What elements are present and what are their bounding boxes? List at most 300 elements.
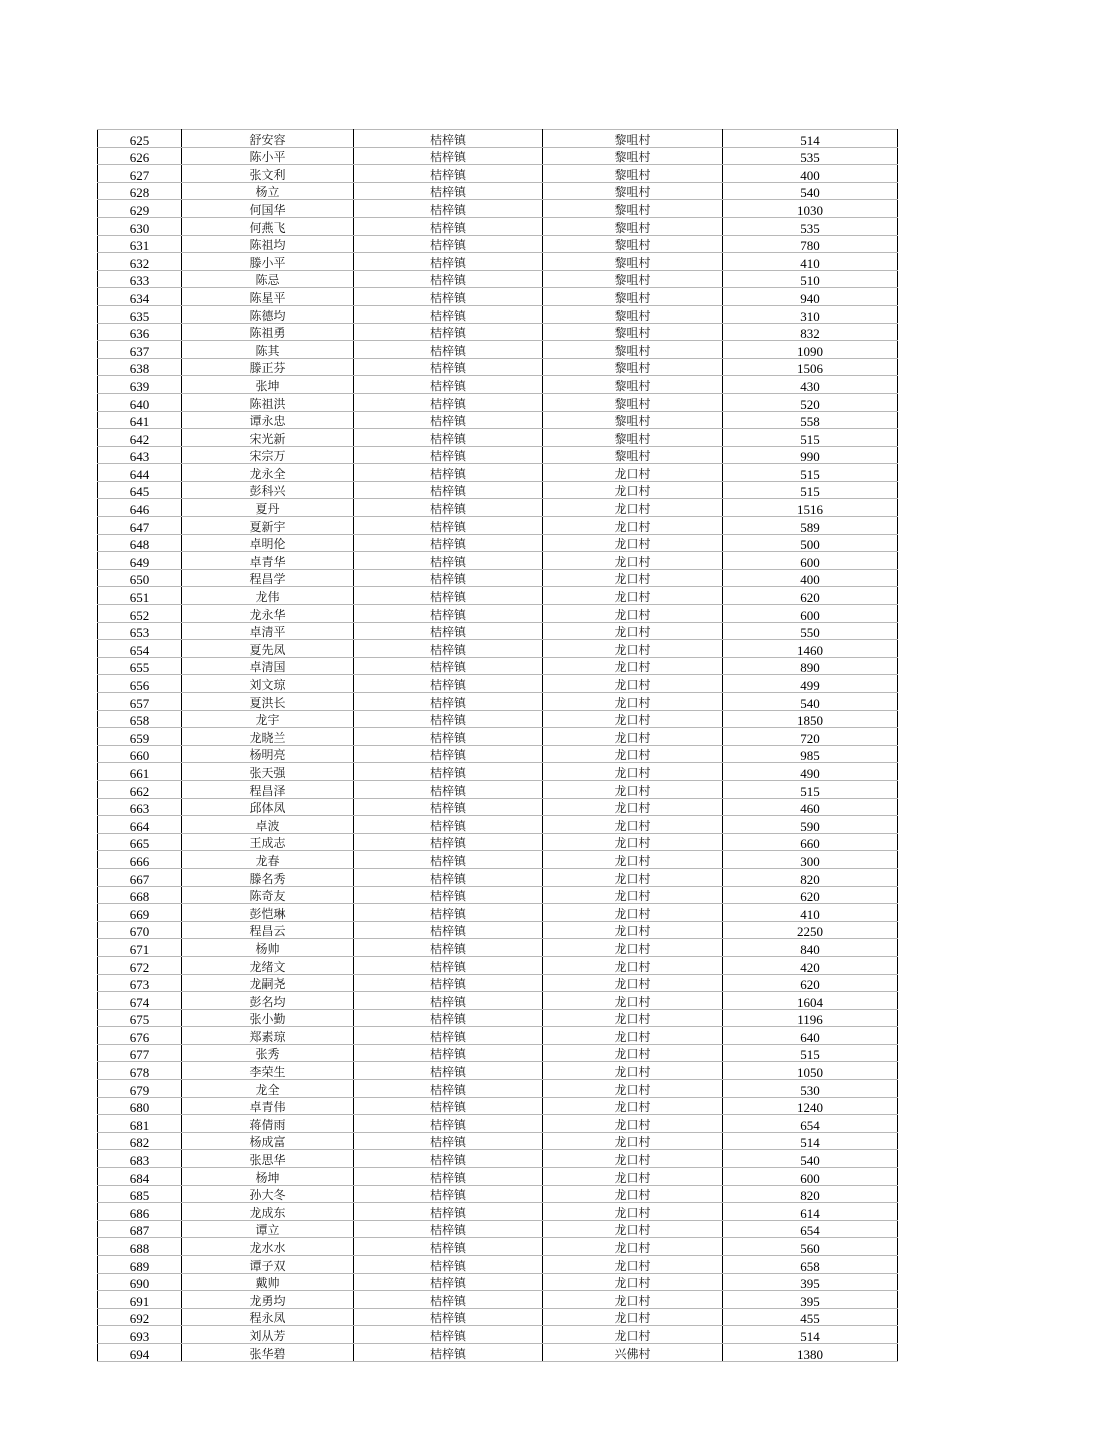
row-number-cell: 684 <box>98 1168 182 1186</box>
town-cell: 桔梓镇 <box>354 1308 543 1326</box>
row-number-cell: 657 <box>98 693 182 711</box>
amount-cell: 820 <box>723 1185 898 1203</box>
village-cell: 龙口村 <box>543 640 723 658</box>
village-cell: 龙口村 <box>543 605 723 623</box>
amount-cell: 520 <box>723 393 898 411</box>
name-cell: 龙勇均 <box>182 1291 354 1309</box>
amount-cell: 640 <box>723 1027 898 1045</box>
amount-cell: 890 <box>723 657 898 675</box>
name-cell: 滕正芬 <box>182 358 354 376</box>
table-row <box>98 534 898 552</box>
table-row <box>98 481 898 499</box>
town-cell: 桔梓镇 <box>354 886 543 904</box>
town-cell: 桔梓镇 <box>354 288 543 306</box>
table-row <box>98 200 898 218</box>
amount-cell: 1196 <box>723 1009 898 1027</box>
row-number-cell: 659 <box>98 728 182 746</box>
village-cell: 龙口村 <box>543 1115 723 1133</box>
row-number-cell: 648 <box>98 534 182 552</box>
name-cell: 刘从芳 <box>182 1326 354 1344</box>
amount-cell: 1516 <box>723 499 898 517</box>
village-cell: 龙口村 <box>543 868 723 886</box>
town-cell: 桔梓镇 <box>354 921 543 939</box>
table-row <box>98 358 898 376</box>
village-cell: 龙口村 <box>543 1009 723 1027</box>
village-cell: 黎咀村 <box>543 235 723 253</box>
table-row <box>98 1203 898 1221</box>
amount-cell: 780 <box>723 235 898 253</box>
amount-cell: 515 <box>723 780 898 798</box>
town-cell: 桔梓镇 <box>354 1238 543 1256</box>
name-cell: 龙成东 <box>182 1203 354 1221</box>
amount-cell: 400 <box>723 165 898 183</box>
row-number-cell: 677 <box>98 1044 182 1062</box>
name-cell: 刘文琼 <box>182 675 354 693</box>
row-number-cell: 625 <box>98 130 182 148</box>
row-number-cell: 646 <box>98 499 182 517</box>
name-cell: 龙春 <box>182 851 354 869</box>
village-cell: 龙口村 <box>543 622 723 640</box>
town-cell: 桔梓镇 <box>354 1291 543 1309</box>
village-cell: 黎咀村 <box>543 341 723 359</box>
amount-cell: 558 <box>723 411 898 429</box>
table-row <box>98 552 898 570</box>
amount-cell: 990 <box>723 446 898 464</box>
name-cell: 彭名均 <box>182 992 354 1010</box>
name-cell: 龙晓兰 <box>182 728 354 746</box>
name-cell: 陈德均 <box>182 305 354 323</box>
name-cell: 宋光新 <box>182 429 354 447</box>
village-cell: 黎咀村 <box>543 376 723 394</box>
name-cell: 陈祖洪 <box>182 393 354 411</box>
amount-cell: 540 <box>723 1150 898 1168</box>
name-cell: 夏丹 <box>182 499 354 517</box>
table-row <box>98 1343 898 1361</box>
name-cell: 卓明伦 <box>182 534 354 552</box>
table-row <box>98 429 898 447</box>
table-row <box>98 235 898 253</box>
town-cell: 桔梓镇 <box>354 816 543 834</box>
amount-cell: 410 <box>723 904 898 922</box>
row-number-cell: 629 <box>98 200 182 218</box>
table-row <box>98 851 898 869</box>
village-cell: 龙口村 <box>543 939 723 957</box>
table-row <box>98 270 898 288</box>
name-cell: 程昌泽 <box>182 780 354 798</box>
table-row <box>98 182 898 200</box>
table-row <box>98 780 898 798</box>
row-number-cell: 692 <box>98 1308 182 1326</box>
table-row <box>98 165 898 183</box>
name-cell: 陈奇友 <box>182 886 354 904</box>
name-cell: 陈忌 <box>182 270 354 288</box>
name-cell: 陈祖勇 <box>182 323 354 341</box>
name-cell: 孙大冬 <box>182 1185 354 1203</box>
name-cell: 夏先凤 <box>182 640 354 658</box>
village-cell: 龙口村 <box>543 1168 723 1186</box>
town-cell: 桔梓镇 <box>354 974 543 992</box>
table-row <box>98 1080 898 1098</box>
amount-cell: 820 <box>723 868 898 886</box>
row-number-cell: 693 <box>98 1326 182 1344</box>
table-row <box>98 622 898 640</box>
village-cell: 黎咀村 <box>543 200 723 218</box>
table-row <box>98 587 898 605</box>
amount-cell: 514 <box>723 130 898 148</box>
village-cell: 龙口村 <box>543 798 723 816</box>
name-cell: 何国华 <box>182 200 354 218</box>
village-cell: 黎咀村 <box>543 147 723 165</box>
name-cell: 李荣生 <box>182 1062 354 1080</box>
town-cell: 桔梓镇 <box>354 147 543 165</box>
amount-cell: 658 <box>723 1256 898 1274</box>
table-row <box>98 1132 898 1150</box>
village-cell: 龙口村 <box>543 921 723 939</box>
row-number-cell: 667 <box>98 868 182 886</box>
village-cell: 龙口村 <box>543 992 723 1010</box>
row-number-cell: 642 <box>98 429 182 447</box>
table-row <box>98 130 898 148</box>
village-cell: 黎咀村 <box>543 305 723 323</box>
row-number-cell: 665 <box>98 833 182 851</box>
town-cell: 桔梓镇 <box>354 868 543 886</box>
name-cell: 陈祖均 <box>182 235 354 253</box>
village-cell: 龙口村 <box>543 1220 723 1238</box>
table-row <box>98 1291 898 1309</box>
village-cell: 龙口村 <box>543 587 723 605</box>
row-number-cell: 632 <box>98 253 182 271</box>
table-row <box>98 956 898 974</box>
village-cell: 龙口村 <box>543 552 723 570</box>
village-cell: 龙口村 <box>543 534 723 552</box>
row-number-cell: 694 <box>98 1343 182 1361</box>
amount-cell: 515 <box>723 1044 898 1062</box>
row-number-cell: 647 <box>98 517 182 535</box>
name-cell: 彭恺琳 <box>182 904 354 922</box>
name-cell: 卓清平 <box>182 622 354 640</box>
village-cell: 龙口村 <box>543 974 723 992</box>
table-row <box>98 1009 898 1027</box>
name-cell: 夏洪长 <box>182 693 354 711</box>
row-number-cell: 658 <box>98 710 182 728</box>
village-cell: 龙口村 <box>543 1027 723 1045</box>
amount-cell: 2250 <box>723 921 898 939</box>
name-cell: 何燕飞 <box>182 217 354 235</box>
amount-cell: 514 <box>723 1326 898 1344</box>
village-cell: 龙口村 <box>543 464 723 482</box>
name-cell: 张坤 <box>182 376 354 394</box>
name-cell: 陈其 <box>182 341 354 359</box>
amount-cell: 535 <box>723 217 898 235</box>
table-row <box>98 1238 898 1256</box>
row-number-cell: 689 <box>98 1256 182 1274</box>
data-table <box>97 129 898 1362</box>
name-cell: 龙永华 <box>182 605 354 623</box>
amount-cell: 400 <box>723 569 898 587</box>
town-cell: 桔梓镇 <box>354 253 543 271</box>
row-number-cell: 674 <box>98 992 182 1010</box>
town-cell: 桔梓镇 <box>354 534 543 552</box>
amount-cell: 620 <box>723 974 898 992</box>
town-cell: 桔梓镇 <box>354 1115 543 1133</box>
row-number-cell: 652 <box>98 605 182 623</box>
row-number-cell: 679 <box>98 1080 182 1098</box>
village-cell: 黎咀村 <box>543 411 723 429</box>
village-cell: 龙口村 <box>543 1273 723 1291</box>
town-cell: 桔梓镇 <box>354 165 543 183</box>
table-row <box>98 798 898 816</box>
table-row <box>98 393 898 411</box>
amount-cell: 510 <box>723 270 898 288</box>
town-cell: 桔梓镇 <box>354 270 543 288</box>
town-cell: 桔梓镇 <box>354 200 543 218</box>
town-cell: 桔梓镇 <box>354 745 543 763</box>
amount-cell: 515 <box>723 429 898 447</box>
table-row <box>98 657 898 675</box>
village-cell: 龙口村 <box>543 675 723 693</box>
village-cell: 黎咀村 <box>543 217 723 235</box>
name-cell: 杨立 <box>182 182 354 200</box>
town-cell: 桔梓镇 <box>354 587 543 605</box>
row-number-cell: 641 <box>98 411 182 429</box>
village-cell: 龙口村 <box>543 780 723 798</box>
name-cell: 卓青伟 <box>182 1097 354 1115</box>
name-cell: 张文利 <box>182 165 354 183</box>
name-cell: 杨成富 <box>182 1132 354 1150</box>
amount-cell: 1240 <box>723 1097 898 1115</box>
village-cell: 黎咀村 <box>543 393 723 411</box>
amount-cell: 1380 <box>723 1343 898 1361</box>
village-cell: 龙口村 <box>543 763 723 781</box>
table-row <box>98 569 898 587</box>
table-row <box>98 1115 898 1133</box>
row-number-cell: 668 <box>98 886 182 904</box>
table-row <box>98 253 898 271</box>
table-row <box>98 464 898 482</box>
row-number-cell: 688 <box>98 1238 182 1256</box>
village-cell: 龙口村 <box>543 481 723 499</box>
village-cell: 龙口村 <box>543 904 723 922</box>
row-number-cell: 675 <box>98 1009 182 1027</box>
row-number-cell: 626 <box>98 147 182 165</box>
amount-cell: 1604 <box>723 992 898 1010</box>
row-number-cell: 670 <box>98 921 182 939</box>
town-cell: 桔梓镇 <box>354 182 543 200</box>
town-cell: 桔梓镇 <box>354 992 543 1010</box>
town-cell: 桔梓镇 <box>354 358 543 376</box>
row-number-cell: 643 <box>98 446 182 464</box>
amount-cell: 1030 <box>723 200 898 218</box>
amount-cell: 620 <box>723 587 898 605</box>
row-number-cell: 676 <box>98 1027 182 1045</box>
amount-cell: 560 <box>723 1238 898 1256</box>
amount-cell: 550 <box>723 622 898 640</box>
name-cell: 龙绪文 <box>182 956 354 974</box>
village-cell: 龙口村 <box>543 1185 723 1203</box>
table-row <box>98 147 898 165</box>
table-row <box>98 974 898 992</box>
row-number-cell: 635 <box>98 305 182 323</box>
name-cell: 杨明亮 <box>182 745 354 763</box>
name-cell: 戴帅 <box>182 1273 354 1291</box>
table-row <box>98 710 898 728</box>
village-cell: 龙口村 <box>543 569 723 587</box>
name-cell: 舒安容 <box>182 130 354 148</box>
amount-cell: 720 <box>723 728 898 746</box>
name-cell: 王成志 <box>182 833 354 851</box>
village-cell: 黎咀村 <box>543 429 723 447</box>
table-row <box>98 1256 898 1274</box>
row-number-cell: 634 <box>98 288 182 306</box>
table-row <box>98 816 898 834</box>
table-row <box>98 1185 898 1203</box>
name-cell: 郑素琼 <box>182 1027 354 1045</box>
village-cell: 黎咀村 <box>543 165 723 183</box>
amount-cell: 540 <box>723 182 898 200</box>
row-number-cell: 631 <box>98 235 182 253</box>
town-cell: 桔梓镇 <box>354 675 543 693</box>
amount-cell: 410 <box>723 253 898 271</box>
name-cell: 陈星平 <box>182 288 354 306</box>
table-row <box>98 833 898 851</box>
row-number-cell: 682 <box>98 1132 182 1150</box>
amount-cell: 600 <box>723 605 898 623</box>
town-cell: 桔梓镇 <box>354 464 543 482</box>
village-cell: 龙口村 <box>543 1291 723 1309</box>
amount-cell: 490 <box>723 763 898 781</box>
row-number-cell: 691 <box>98 1291 182 1309</box>
town-cell: 桔梓镇 <box>354 499 543 517</box>
village-cell: 龙口村 <box>543 1326 723 1344</box>
table-row <box>98 1027 898 1045</box>
row-number-cell: 645 <box>98 481 182 499</box>
village-cell: 龙口村 <box>543 956 723 974</box>
amount-cell: 590 <box>723 816 898 834</box>
row-number-cell: 640 <box>98 393 182 411</box>
name-cell: 卓波 <box>182 816 354 834</box>
village-cell: 龙口村 <box>543 728 723 746</box>
table-row <box>98 1273 898 1291</box>
town-cell: 桔梓镇 <box>354 622 543 640</box>
town-cell: 桔梓镇 <box>354 904 543 922</box>
amount-cell: 1050 <box>723 1062 898 1080</box>
town-cell: 桔梓镇 <box>354 552 543 570</box>
town-cell: 桔梓镇 <box>354 517 543 535</box>
row-number-cell: 690 <box>98 1273 182 1291</box>
table-row <box>98 376 898 394</box>
town-cell: 桔梓镇 <box>354 763 543 781</box>
name-cell: 龙宇 <box>182 710 354 728</box>
village-cell: 龙口村 <box>543 1132 723 1150</box>
row-number-cell: 636 <box>98 323 182 341</box>
village-cell: 龙口村 <box>543 745 723 763</box>
row-number-cell: 672 <box>98 956 182 974</box>
village-cell: 黎咀村 <box>543 253 723 271</box>
amount-cell: 499 <box>723 675 898 693</box>
town-cell: 桔梓镇 <box>354 1150 543 1168</box>
town-cell: 桔梓镇 <box>354 1326 543 1344</box>
amount-cell: 1090 <box>723 341 898 359</box>
row-number-cell: 633 <box>98 270 182 288</box>
table-row <box>98 323 898 341</box>
amount-cell: 530 <box>723 1080 898 1098</box>
row-number-cell: 627 <box>98 165 182 183</box>
town-cell: 桔梓镇 <box>354 481 543 499</box>
town-cell: 桔梓镇 <box>354 323 543 341</box>
table-row <box>98 868 898 886</box>
row-number-cell: 680 <box>98 1097 182 1115</box>
row-number-cell: 673 <box>98 974 182 992</box>
name-cell: 谭子双 <box>182 1256 354 1274</box>
row-number-cell: 664 <box>98 816 182 834</box>
name-cell: 滕名秀 <box>182 868 354 886</box>
amount-cell: 660 <box>723 833 898 851</box>
village-cell: 龙口村 <box>543 1203 723 1221</box>
row-number-cell: 655 <box>98 657 182 675</box>
town-cell: 桔梓镇 <box>354 446 543 464</box>
table-row <box>98 517 898 535</box>
village-cell: 龙口村 <box>543 499 723 517</box>
town-cell: 桔梓镇 <box>354 376 543 394</box>
table-row <box>98 341 898 359</box>
row-number-cell: 685 <box>98 1185 182 1203</box>
village-cell: 黎咀村 <box>543 323 723 341</box>
town-cell: 桔梓镇 <box>354 235 543 253</box>
name-cell: 张天强 <box>182 763 354 781</box>
table-row <box>98 288 898 306</box>
name-cell: 张思华 <box>182 1150 354 1168</box>
town-cell: 桔梓镇 <box>354 605 543 623</box>
table-row <box>98 305 898 323</box>
table-body <box>98 130 898 1362</box>
village-cell: 龙口村 <box>543 657 723 675</box>
table-row <box>98 763 898 781</box>
village-cell: 黎咀村 <box>543 288 723 306</box>
name-cell: 夏新宇 <box>182 517 354 535</box>
name-cell: 彭科兴 <box>182 481 354 499</box>
row-number-cell: 666 <box>98 851 182 869</box>
amount-cell: 500 <box>723 534 898 552</box>
table-row <box>98 1220 898 1238</box>
town-cell: 桔梓镇 <box>354 217 543 235</box>
row-number-cell: 681 <box>98 1115 182 1133</box>
village-cell: 兴佛村 <box>543 1343 723 1361</box>
amount-cell: 430 <box>723 376 898 394</box>
row-number-cell: 660 <box>98 745 182 763</box>
name-cell: 陈小平 <box>182 147 354 165</box>
town-cell: 桔梓镇 <box>354 1220 543 1238</box>
village-cell: 黎咀村 <box>543 130 723 148</box>
name-cell: 程昌学 <box>182 569 354 587</box>
amount-cell: 654 <box>723 1115 898 1133</box>
town-cell: 桔梓镇 <box>354 393 543 411</box>
town-cell: 桔梓镇 <box>354 1168 543 1186</box>
amount-cell: 614 <box>723 1203 898 1221</box>
town-cell: 桔梓镇 <box>354 130 543 148</box>
amount-cell: 600 <box>723 1168 898 1186</box>
row-number-cell: 649 <box>98 552 182 570</box>
name-cell: 程昌云 <box>182 921 354 939</box>
town-cell: 桔梓镇 <box>354 569 543 587</box>
village-cell: 龙口村 <box>543 851 723 869</box>
row-number-cell: 637 <box>98 341 182 359</box>
name-cell: 卓清国 <box>182 657 354 675</box>
row-number-cell: 644 <box>98 464 182 482</box>
town-cell: 桔梓镇 <box>354 657 543 675</box>
town-cell: 桔梓镇 <box>354 710 543 728</box>
village-cell: 黎咀村 <box>543 182 723 200</box>
town-cell: 桔梓镇 <box>354 1009 543 1027</box>
